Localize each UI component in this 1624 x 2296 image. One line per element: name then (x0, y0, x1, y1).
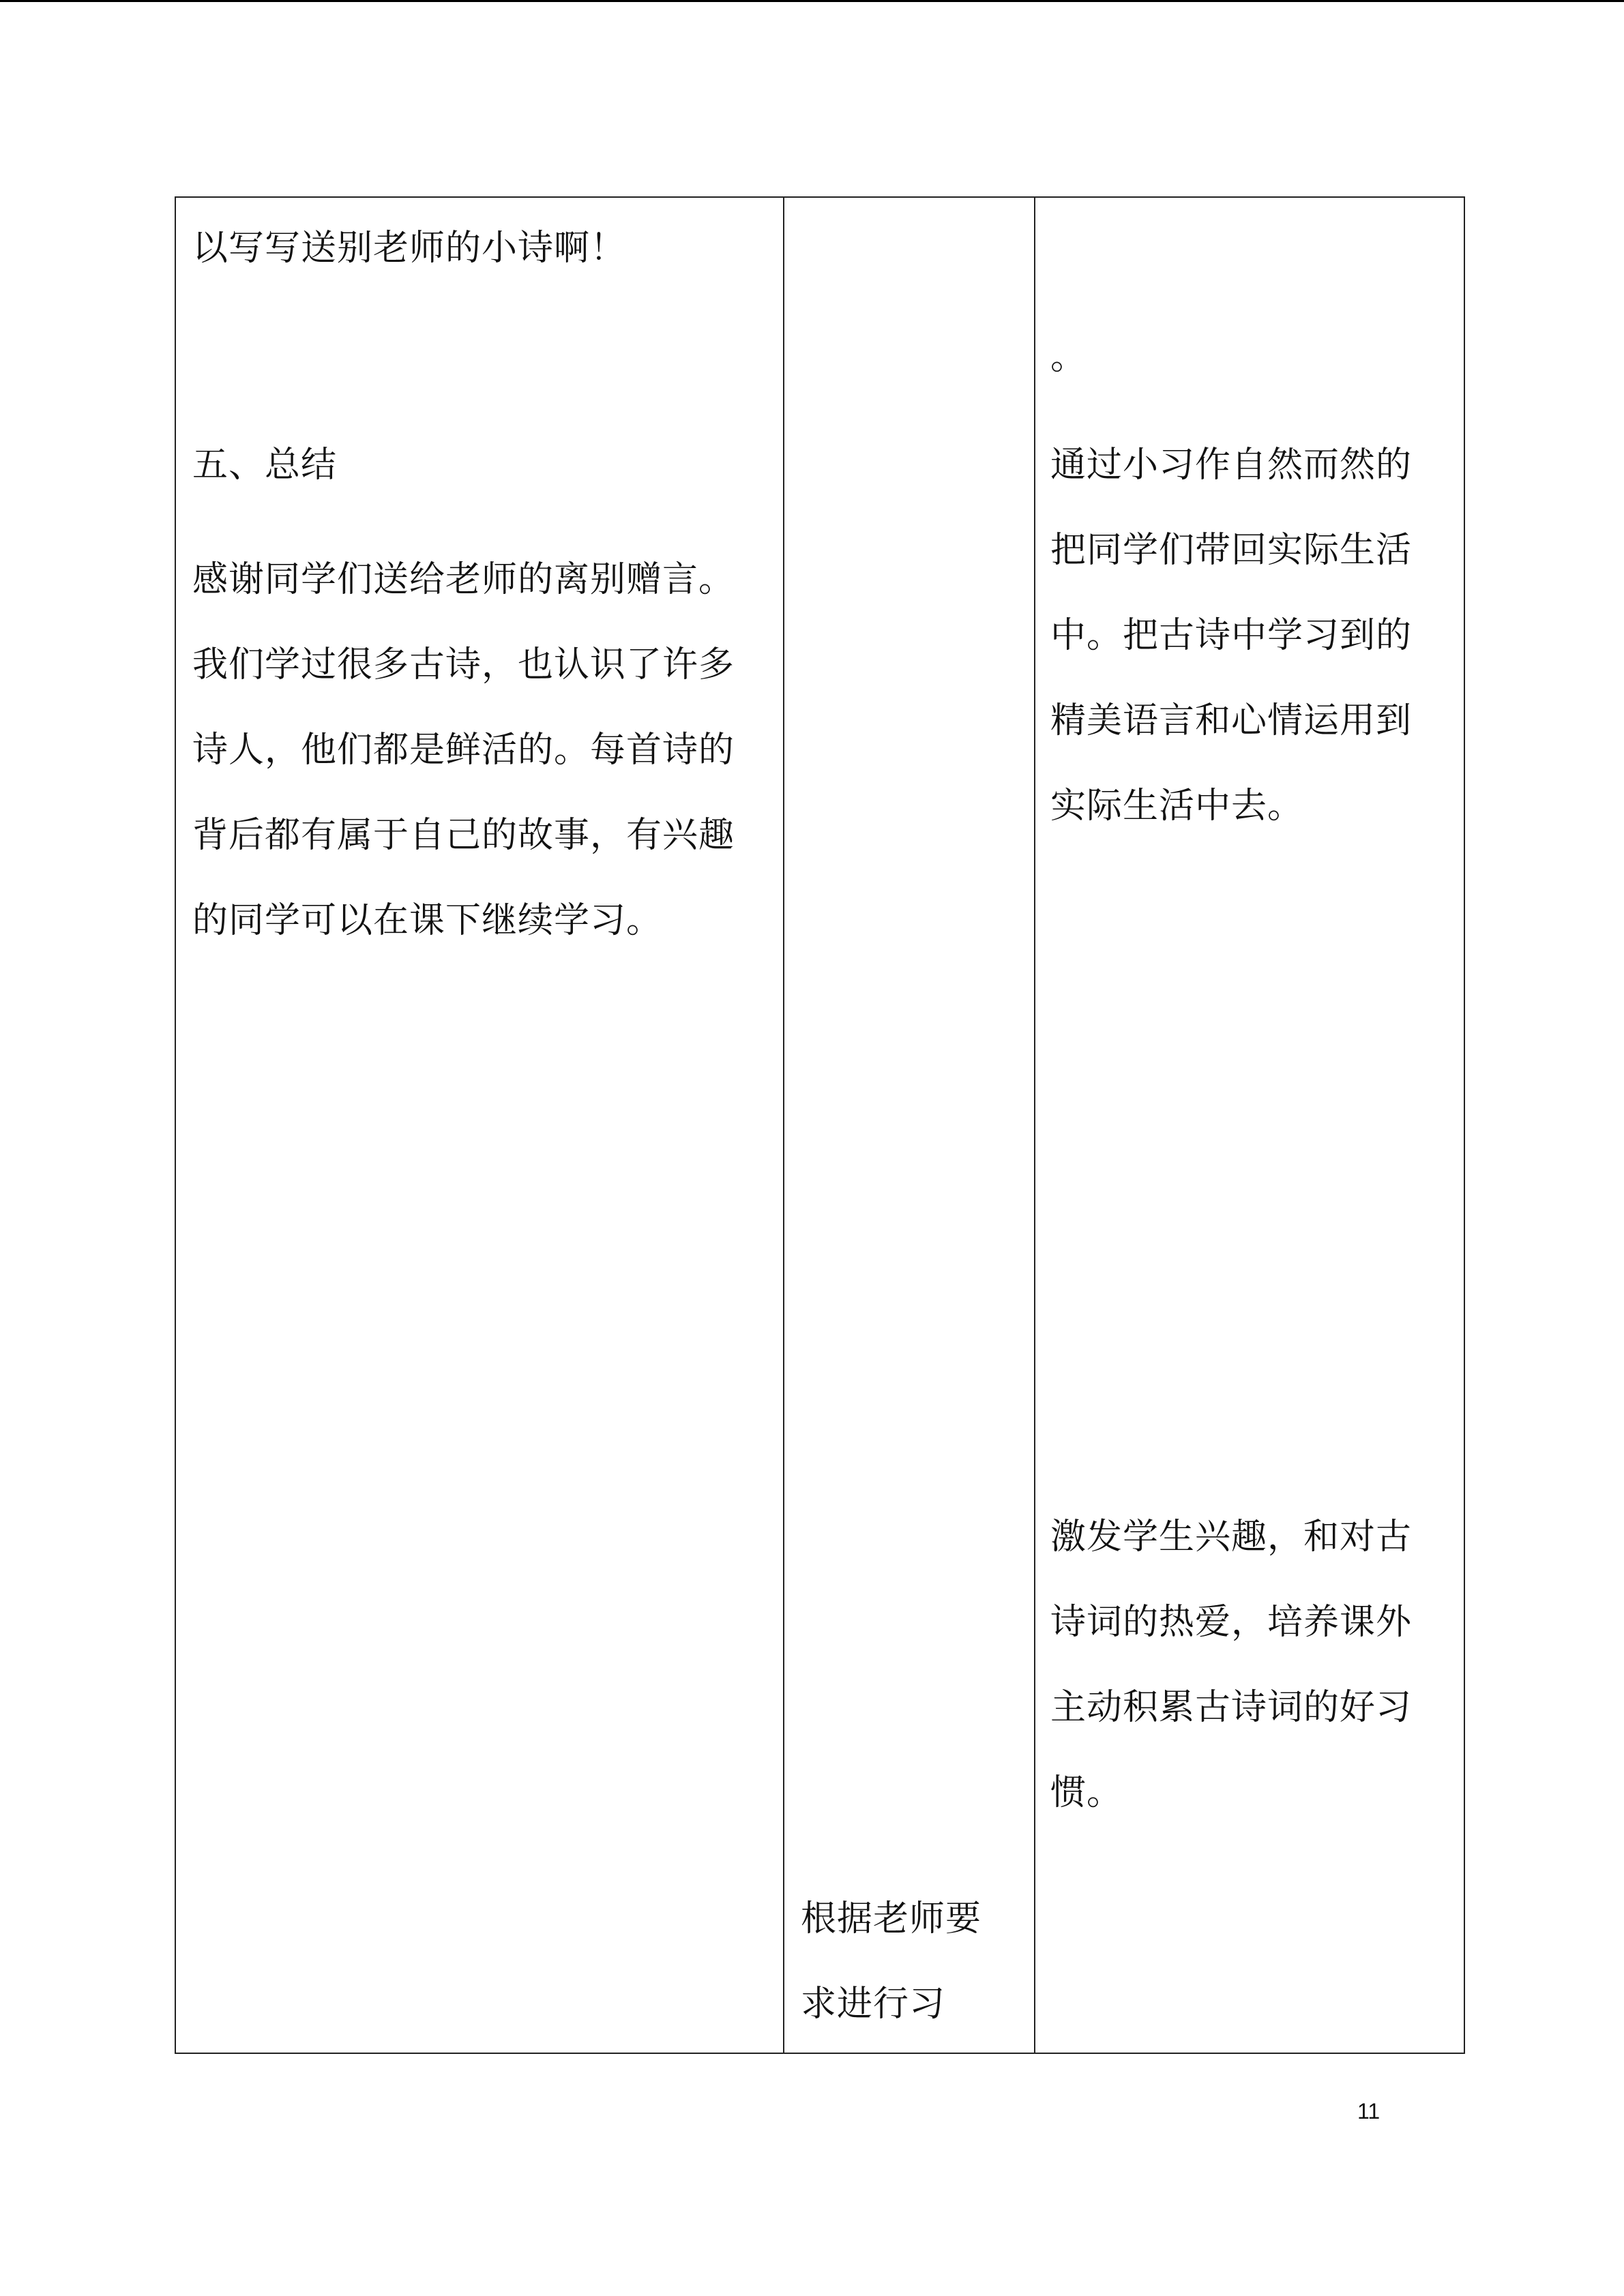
student-activity-cell (784, 198, 1035, 2053)
lesson-plan-table (175, 196, 1465, 2054)
intent-line: 惯。 (1050, 1772, 1123, 1813)
design-intent-cell (1035, 198, 1464, 2053)
summary-line: 感谢同学们送给老师的离别赠言。 (192, 559, 735, 600)
intent-continuation-text: 。 (1050, 337, 1087, 378)
intent-line: 中。把古诗中学习到的 (1050, 615, 1413, 656)
intent-line: 主动积累古诗词的好习 (1050, 1687, 1413, 1728)
intent-line: 精美语言和心情运用到 (1050, 700, 1413, 741)
process-continuation-text: 以写写送别老师的小诗啊！ (192, 228, 627, 269)
teaching-process-cell (176, 198, 784, 2053)
summary-line: 的同学可以在课下继续学习。 (192, 900, 663, 941)
summary-line: 诗人，他们都是鲜活的。每首诗的 (192, 730, 735, 771)
intent-line: 实际生活中去。 (1050, 786, 1304, 826)
summary-line: 我们学过很多古诗，也认识了许多 (192, 644, 735, 685)
page-number: 11 (1357, 2099, 1381, 2123)
intent-line: 把同学们带回实际生活 (1050, 530, 1413, 571)
section-heading: 五、总结 (192, 445, 338, 486)
student-activity-paragraph (801, 1877, 1026, 2047)
design-intent-paragraph (1050, 423, 1460, 849)
design-intent-paragraph (1050, 1495, 1460, 1836)
intent-line: 通过小习作自然而然的 (1050, 445, 1413, 486)
summary-line: 背后都有属于自己的故事，有兴趣 (192, 815, 735, 856)
page-top-border (0, 0, 1624, 2)
intent-line: 激发学生兴趣，和对古 (1050, 1517, 1413, 1557)
intent-line: 诗词的热爱，培养课外 (1050, 1602, 1413, 1643)
summary-paragraph (192, 537, 772, 964)
student-activity-line: 根据老师要 (801, 1898, 982, 1939)
student-activity-line: 求进行习 (801, 1984, 946, 2025)
